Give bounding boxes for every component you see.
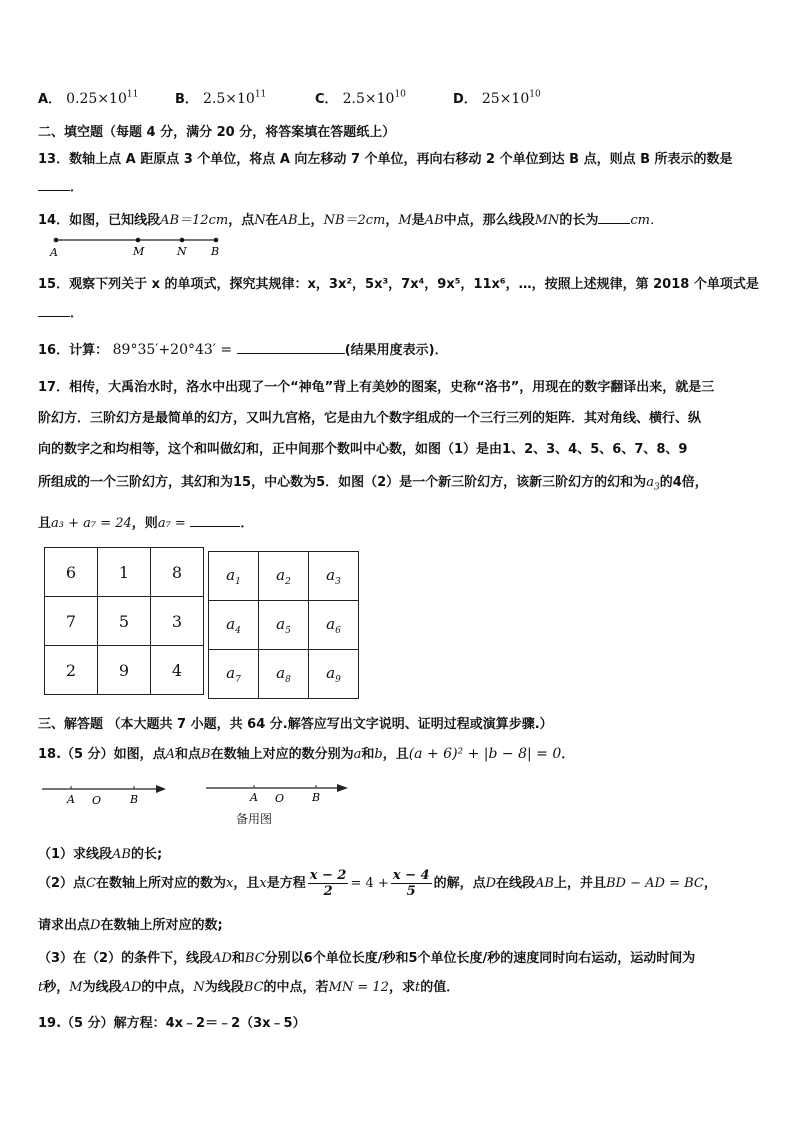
q18-spare-label-a: A [250, 791, 258, 804]
q18-part2-line2: 请求出点D在数轴上所对应的数; [38, 918, 223, 933]
q14-blank [598, 211, 630, 224]
ms1-cell: 7 [45, 597, 98, 646]
ms1-cell: 8 [151, 548, 204, 597]
q18-part2-line1: （2）点C在数轴上所对应的数为x，且x是方程 $\frac{x - 2}{2}$ = 4 + $\frac{x - 4}{5}$ 的解，点D在线段AB上，并且BD − AD = BC， [38, 868, 717, 899]
q18-spare-arrow-icon [337, 784, 348, 792]
q18-fraction-1: $\frac{x - 2}{2}$ [309, 868, 347, 899]
ms1-cell: 2 [45, 646, 98, 695]
q16-blank [237, 341, 345, 354]
q14-label-a: A [50, 246, 58, 259]
q17-line5: 且a₃ + a₇ = 24，则a₇ = ． [38, 516, 254, 531]
q18-spare-caption: 备用图 [236, 812, 273, 826]
q14-text: 14．如图，已知线段AB＝12cm，点N在AB上，NB＝2cm，M是AB中点，那么线段MN的长为 cm． [38, 213, 663, 228]
ms2-cell: $a_7$ [209, 650, 259, 699]
q14-point-n [180, 238, 185, 243]
ms2-cell: $a_9$ [309, 650, 359, 699]
q13-blank [38, 178, 70, 191]
q18-spare-label-b: B [312, 791, 321, 804]
q18-label-a: A [67, 793, 75, 806]
q17-blank [190, 514, 240, 527]
q15-blank [38, 304, 70, 317]
magic-square-1 [44, 547, 204, 695]
magic-square-2 [208, 551, 359, 699]
section3-title: 三、解答题 （本大题共 7 小题，共 64 分.解答应写出文字说明、证明过程或演算步骤.） [38, 717, 553, 732]
q18-intro: 18.（5 分）如图，点A和点B在数轴上对应的数分别为a和b，且(a + 6)² + |b − 8| = 0． [38, 746, 575, 762]
q18-fraction-2: $\frac{x - 4}{5}$ [392, 868, 430, 899]
q14-label-b: B [211, 245, 220, 258]
q15-answer: ． [38, 302, 83, 321]
q14-label-n: N [177, 245, 187, 258]
q18-spare-label-o: O [275, 792, 285, 805]
q17-line3: 向的数字之和均相等，这个和叫做幻和，正中间那个数叫中心数，如图（1）是由1、2、3、4、5、6、7、8、9 [38, 442, 688, 457]
q15-text: 15．观察下列关于 x 的单项式，探究其规律：x，3x²，5x³，7x⁴，9x⁵，11x⁶，…，按照上述规律，第 2018 个单项式是 [38, 277, 759, 292]
q18-part3-line2: t秒，M为线段AD的中点，N为线段BC的中点，若MN = 12，求t的值． [38, 980, 460, 995]
q18-label-o: O [92, 794, 102, 807]
q14-point-b [214, 238, 219, 243]
q14-segment-figure [44, 232, 234, 260]
ms2-cell: $a_3$ [309, 552, 359, 601]
q12-option-a: A． $0.25\times 10^{11}$ [38, 89, 139, 107]
q17-line1: 17．相传，大禹治水时，洛水中出现了一个“神龟”背上有美妙的图案，史称“洛书”，用现在的数字翻译出来，就是三 [38, 380, 715, 395]
ms1-cell: 3 [151, 597, 204, 646]
ms2-cell: $a_5$ [259, 601, 309, 650]
q17-line2: 阶幻方．三阶幻方是最简单的幻方，又叫九宫格，它是由九个数字组成的一个三行三列的矩阵．其对角线、横行、纵 [38, 411, 702, 426]
q12-option-d: D． $25\times 10^{10}$ [453, 89, 541, 107]
ms2-cell: $a_4$ [209, 601, 259, 650]
q12-option-b: B． $2.5\times 10^{11}$ [175, 89, 267, 107]
ms1-cell: 6 [45, 548, 98, 597]
q14-label-m: M [133, 245, 145, 258]
q12-option-c: C． $2.5\times 10^{10}$ [315, 89, 406, 107]
ms1-cell: 9 [98, 646, 151, 695]
ms1-cell: 4 [151, 646, 204, 695]
q14-point-m [136, 238, 141, 243]
ms1-cell: 1 [98, 548, 151, 597]
q16-text: 16．计算： 89°35′+20°43′ = (结果用度表示)． [38, 342, 448, 358]
ms2-cell: $a_6$ [309, 601, 359, 650]
q13-text: 13．数轴上点 A 距原点 3 个单位，将点 A 向左移动 7 个单位，再向右移动 2 个单位到达 B 点，则点 B 所表示的数是 [38, 152, 733, 167]
q18-label-b: B [130, 793, 139, 806]
ms2-cell: $a_2$ [259, 552, 309, 601]
q14-point-a [54, 238, 59, 243]
ms2-cell: $a_1$ [209, 552, 259, 601]
q18-arrow-icon [156, 785, 166, 793]
q17-line4: 所组成的一个三阶幻方，其幻和为15，中心数为5．如图（2）是一个新三阶幻方，该新三阶幻方的幻和为$a_3$的4倍， [38, 475, 708, 493]
q18-part3-line1: （3）在（2）的条件下，线段AD和BC分别以6个单位长度/秒和5个单位长度/秒的速度同时向右运动，运动时间为 [38, 951, 696, 966]
ms1-cell: 5 [98, 597, 151, 646]
q18-number-line-figures [40, 778, 370, 828]
q18-part1: （1）求线段AB的长; [38, 847, 163, 862]
q19-text: 19.（5 分）解方程：4x﹣2＝﹣2（3x﹣5） [38, 1016, 306, 1031]
ms2-cell: $a_8$ [259, 650, 309, 699]
section2-title: 二、填空题（每题 4 分，满分 20 分，将答案填在答题纸上） [38, 125, 396, 140]
q13-answer: ． [38, 176, 83, 195]
